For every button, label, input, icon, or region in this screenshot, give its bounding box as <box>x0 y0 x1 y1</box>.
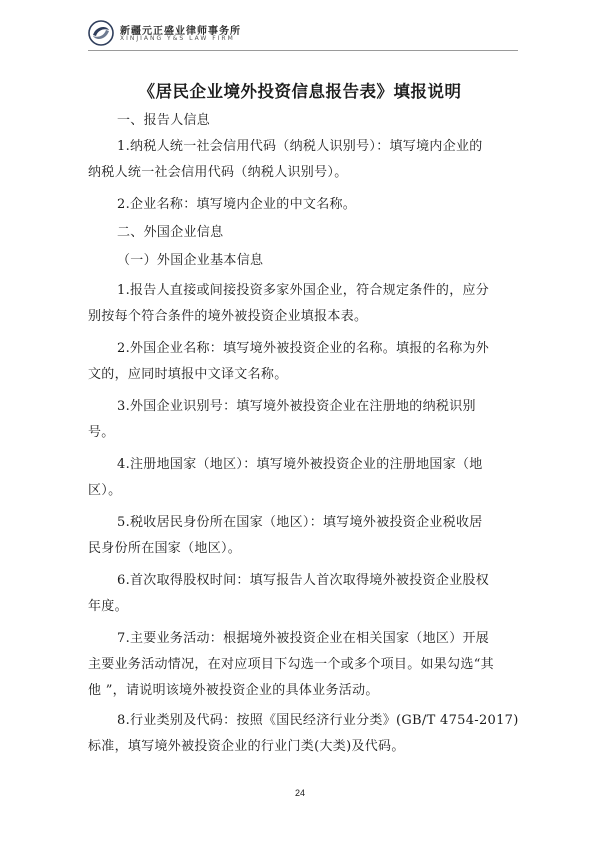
paragraph-line: 6.首次取得股权时间：填写报告人首次取得境外被投资企业股权 <box>117 573 490 588</box>
paragraph-line: 1.纳税人统一社会信用代码（纳税人识别号）：填写境内企业的 <box>117 139 483 154</box>
paragraph-line: 7.主要业务活动：根据境外被投资企业在相关国家（地区）开展 <box>117 631 490 646</box>
page-number: 24 <box>294 788 305 798</box>
paragraph-line: 文的，应同时填报中文译文名称。 <box>88 367 288 382</box>
paragraph-line: 5.税收居民身份所在国家（地区）：填写境外被投资企业税收居 <box>117 515 483 530</box>
paragraph-line: 他 ”，请说明该境外被投资企业的具体业务活动。 <box>88 683 379 698</box>
paragraph-line: 8.行业类别及代码：按照《国民经济行业分类》(GB/T 4754-2017) <box>117 713 519 728</box>
firm-name-cn: 新疆元正盛业律师事务所 <box>120 26 241 37</box>
section-heading-foreign: 二、外国企业信息 <box>117 225 224 240</box>
paragraph-line: 年度。 <box>88 599 128 614</box>
paragraph-line: 1.报告人直接或间接投资多家外国企业，符合规定条件的，应分 <box>117 283 490 298</box>
paragraph-line: 3.外国企业识别号：填写境外被投资企业在注册地的纳税识别 <box>117 399 476 414</box>
header-divider <box>88 50 518 51</box>
firm-logo-icon <box>88 20 114 46</box>
paragraph-line: 标准，填写境外被投资企业的行业门类(大类)及代码。 <box>88 739 405 754</box>
paragraph-line: 别按每个符合条件的境外被投资企业填报本表。 <box>88 309 368 324</box>
paragraph-line: 2.外国企业名称：填写境外被投资企业的名称。填报的名称为外 <box>117 341 490 356</box>
section-heading-reporter: 一、报告人信息 <box>117 113 211 128</box>
letterhead <box>88 20 518 48</box>
firm-name-en: XINJIANG Y&S LAW FIRM <box>120 35 235 42</box>
paragraph-line: 号。 <box>88 425 115 440</box>
paragraph-line: 主要业务活动情况，在对应项目下勾选一个或多个项目。如果勾选“其 <box>88 657 494 672</box>
document-title: 《居民企业境外投资信息报告表》填报说明 <box>138 82 462 101</box>
paragraph-line: 纳税人统一社会信用代码（纳税人识别号）。 <box>88 165 348 180</box>
paragraph-line: 4.注册地国家（地区）：填写境外被投资企业的注册地国家（地 <box>117 457 483 472</box>
paragraph-line: 民身份所在国家（地区）。 <box>88 541 242 556</box>
paragraph-line: 2.企业名称：填写境内企业的中文名称。 <box>117 197 357 212</box>
paragraph-line: 区）。 <box>88 483 122 498</box>
subsection-heading: （一）外国企业基本信息 <box>117 253 264 268</box>
